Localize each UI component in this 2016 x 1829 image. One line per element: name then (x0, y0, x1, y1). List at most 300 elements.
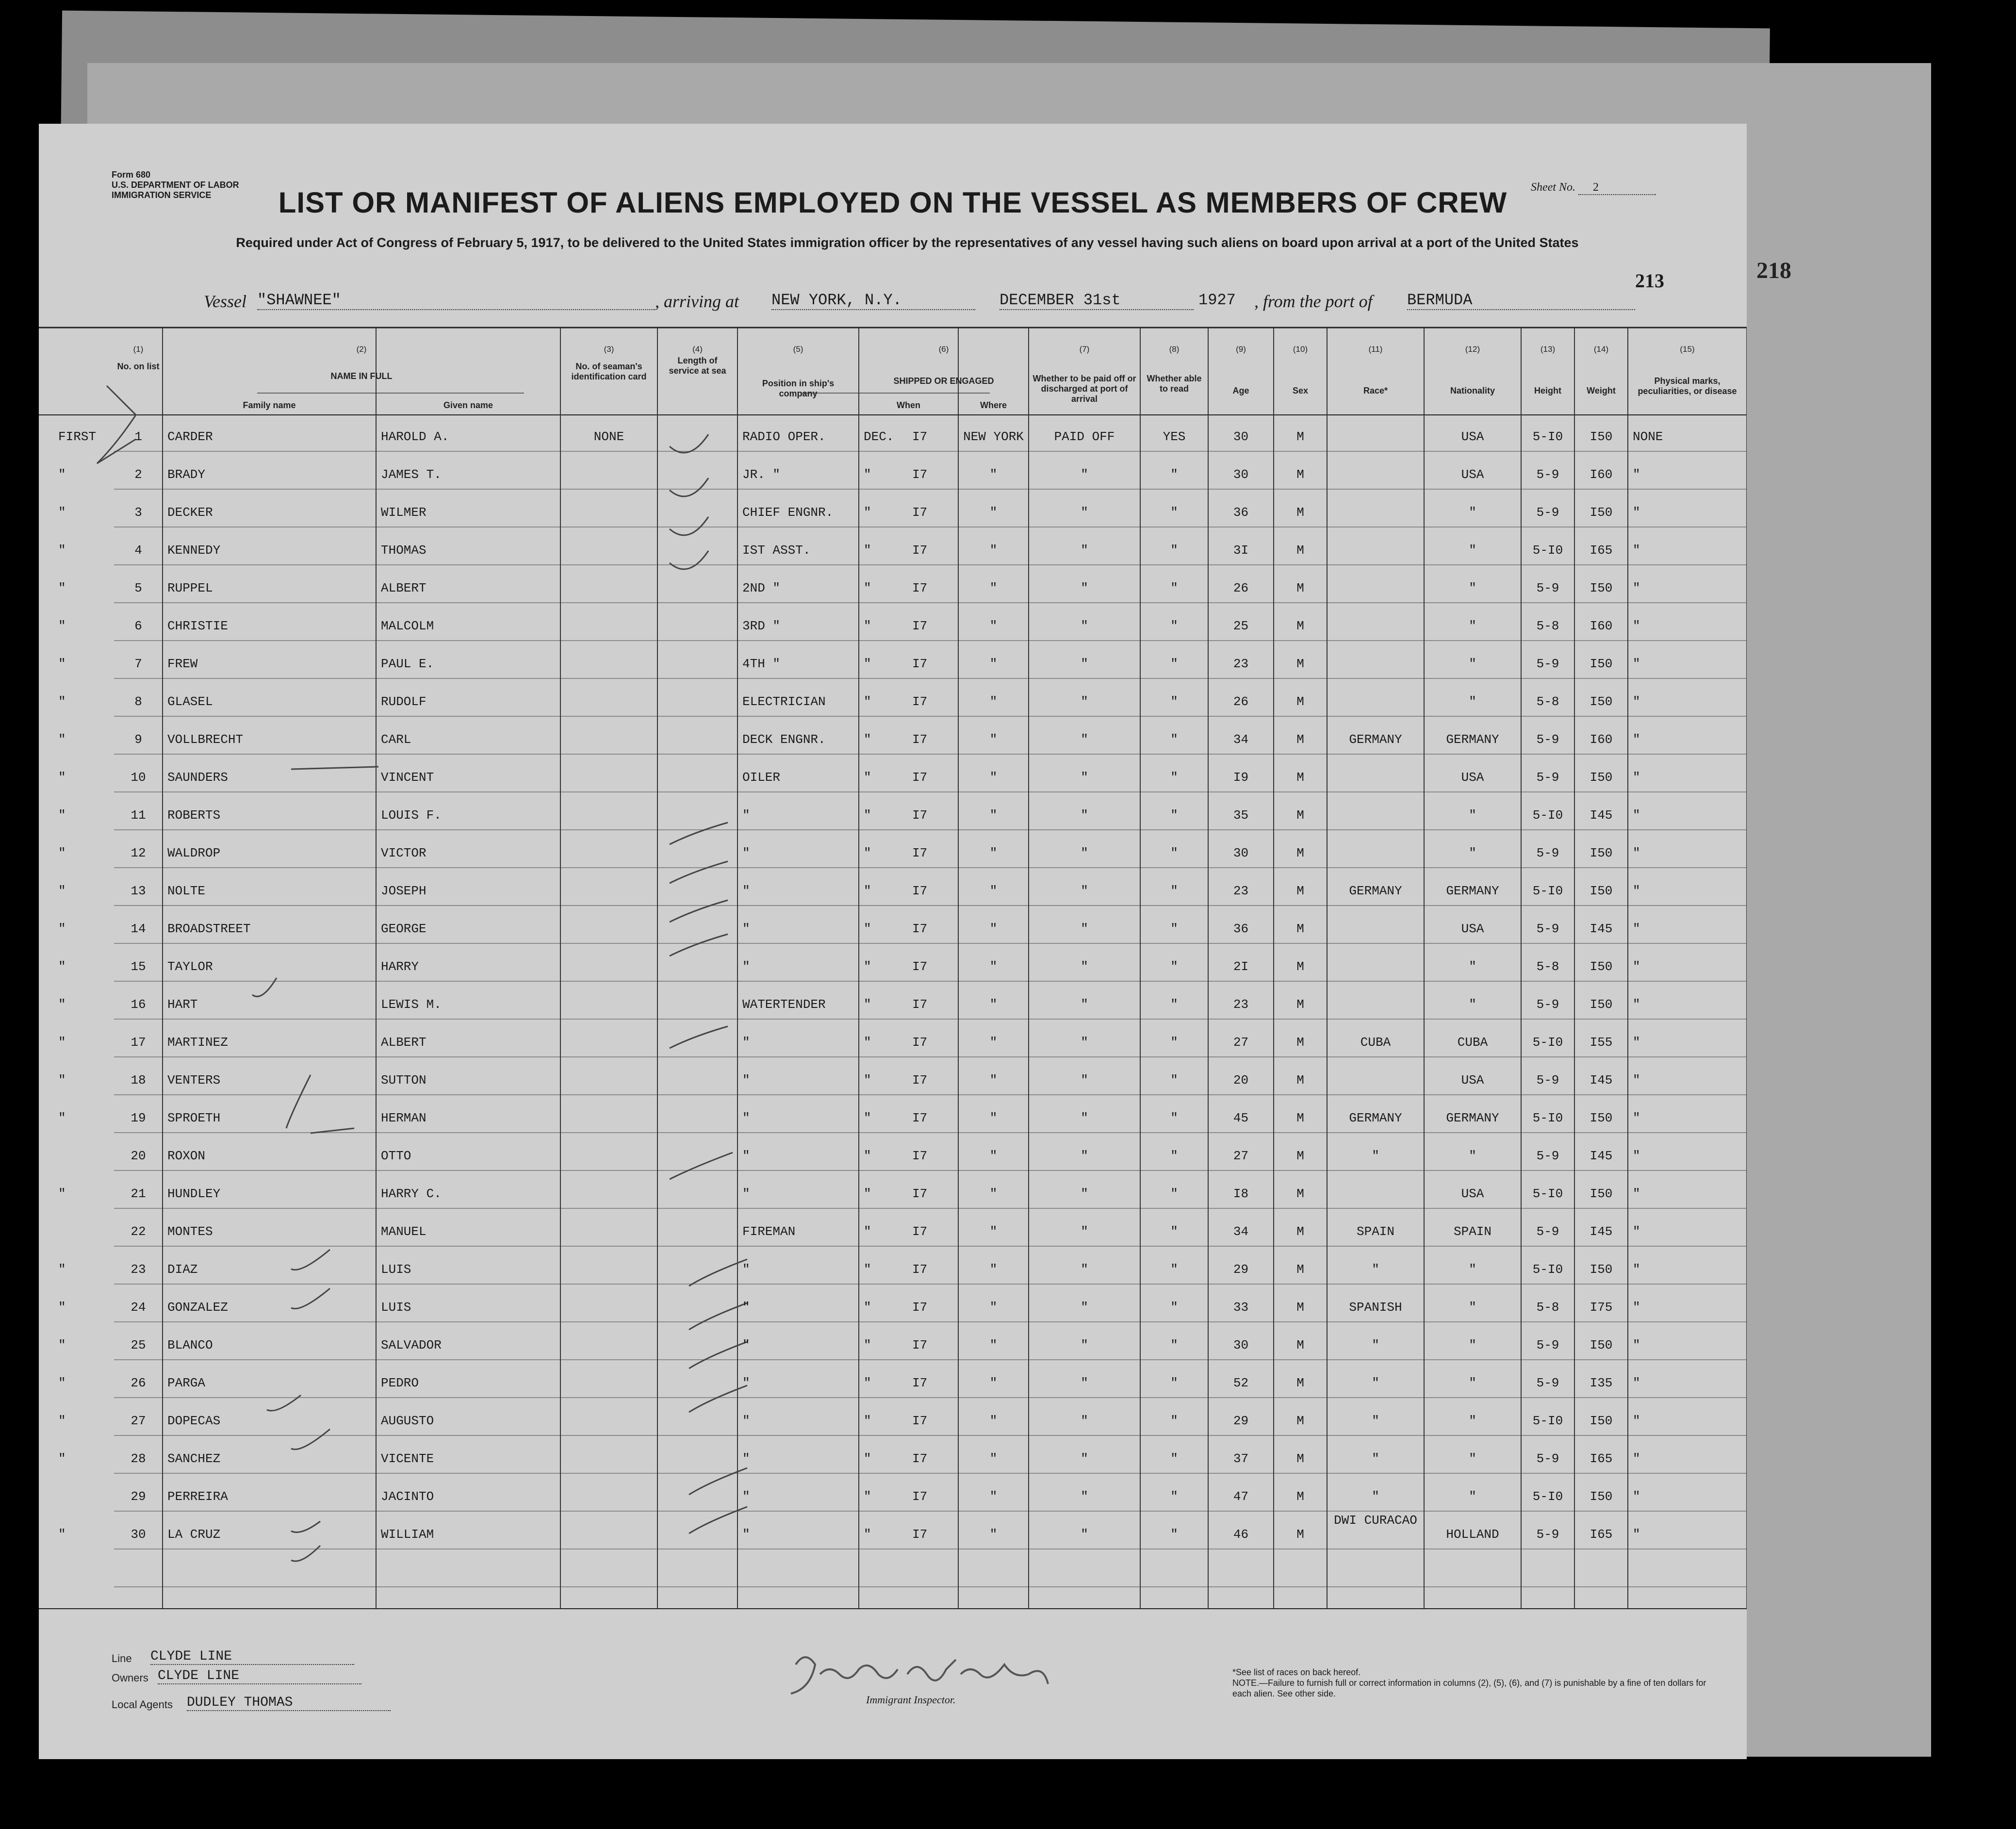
family-name: HART (167, 997, 198, 1012)
weight: I50 (1590, 1338, 1613, 1352)
height: 5-9 (1536, 732, 1559, 747)
able-to-read: " (1170, 884, 1178, 898)
from-label: , from the port of (1254, 292, 1373, 311)
height: 5-I0 (1532, 1262, 1563, 1277)
table-row (39, 1219, 1747, 1257)
physical-marks: " (1633, 1035, 1640, 1050)
age: 46 (1233, 1527, 1249, 1542)
height: 5-I0 (1532, 1414, 1563, 1428)
when-month: " (864, 1035, 871, 1050)
where: " (989, 1224, 998, 1239)
given-name: LUIS (381, 1262, 411, 1277)
height: 5-I0 (1532, 1111, 1563, 1125)
age: 23 (1233, 657, 1249, 671)
position: OILER (742, 770, 781, 785)
family-name: RUPPEL (167, 581, 213, 595)
when-day: I7 (912, 1224, 928, 1239)
nationality: USA (1461, 770, 1484, 785)
table-row (39, 652, 1747, 690)
age: 30 (1233, 1338, 1249, 1352)
physical-marks: " (1633, 657, 1640, 671)
nationality: " (1469, 1149, 1476, 1163)
when-day: I7 (912, 1300, 928, 1315)
age: 29 (1233, 1414, 1249, 1428)
table-row (39, 576, 1747, 614)
header-able-to-read: Whether able to read (1147, 374, 1202, 394)
paid-off: " (1081, 1111, 1088, 1125)
when-month: " (864, 1262, 871, 1277)
sex: M (1296, 732, 1304, 747)
table-row (39, 1409, 1747, 1447)
weight: I60 (1590, 732, 1613, 747)
height: 5-I0 (1532, 1186, 1563, 1201)
table-row (39, 1447, 1747, 1484)
where: " (989, 657, 998, 671)
nationality: " (1469, 505, 1476, 520)
given-name: LOUIS F. (381, 808, 442, 823)
table-row (39, 690, 1747, 727)
where: " (989, 1149, 998, 1163)
physical-marks: " (1633, 505, 1640, 520)
when-day: I7 (912, 1186, 928, 1201)
header-where: Where (980, 400, 1007, 410)
physical-marks: " (1633, 1262, 1640, 1277)
able-to-read: " (1170, 1186, 1178, 1201)
race: " (1372, 1451, 1379, 1466)
nationality: USA (1461, 467, 1484, 482)
race: CUBA (1360, 1035, 1391, 1050)
where: " (989, 1035, 998, 1050)
when-day: I7 (912, 1527, 928, 1542)
when-month: " (864, 657, 871, 671)
family-name: SPROETH (167, 1111, 221, 1125)
table-row (39, 1068, 1747, 1106)
col-number-14: (14) (1593, 345, 1609, 354)
sex: M (1296, 467, 1304, 482)
able-to-read: " (1170, 1224, 1178, 1239)
when-day: I7 (912, 1035, 928, 1050)
age: 25 (1233, 619, 1249, 633)
header-weight: Weight (1587, 386, 1616, 395)
position: " (742, 1186, 750, 1201)
able-to-read: " (1170, 732, 1178, 747)
col-number-13: (13) (1540, 345, 1556, 354)
sex: M (1296, 1073, 1304, 1088)
physical-marks: " (1633, 1489, 1640, 1504)
where: " (989, 1527, 998, 1542)
physical-marks: " (1633, 1224, 1640, 1239)
physical-marks: " (1633, 1376, 1640, 1390)
age: 23 (1233, 884, 1249, 898)
height: 5-9 (1536, 505, 1559, 520)
where: " (989, 808, 998, 823)
row-number: 22 (131, 1224, 146, 1239)
table-row (39, 1484, 1747, 1522)
able-to-read: " (1170, 1035, 1178, 1050)
physical-marks: " (1633, 543, 1640, 558)
sex: M (1296, 922, 1304, 936)
age: 36 (1233, 922, 1249, 936)
row-number: 3 (134, 505, 142, 520)
given-name: MANUEL (381, 1224, 426, 1239)
age: 3I (1233, 543, 1249, 558)
physical-marks: " (1633, 619, 1640, 633)
header-nationality: Nationality (1450, 386, 1495, 395)
sex: M (1296, 1338, 1304, 1352)
list-margin-mark: " (58, 1451, 66, 1466)
position: " (742, 1073, 750, 1088)
nationality: " (1469, 808, 1476, 823)
when-month: " (864, 1527, 871, 1542)
position: ELECTRICIAN (742, 694, 826, 709)
list-margin-mark: " (58, 884, 66, 898)
table-row (39, 1371, 1747, 1409)
table-row (39, 1106, 1747, 1144)
family-name: MONTES (167, 1224, 213, 1239)
table-row (39, 1333, 1747, 1371)
nationality: USA (1461, 429, 1484, 444)
sex: M (1296, 997, 1304, 1012)
row-number: 15 (131, 959, 146, 974)
paid-off: " (1081, 694, 1088, 709)
list-margin-mark: " (58, 581, 66, 595)
when-day: I7 (912, 543, 928, 558)
list-margin-mark: " (58, 694, 66, 709)
weight: I45 (1590, 1073, 1613, 1088)
nationality: GERMANY (1446, 1111, 1499, 1125)
page-subtitle: Required under Act of Congress of February 5, 1917, to be delivered to the United States immigration officer by the representatives of any vessel having such aliens on board upon arrival at a port of the United States (236, 235, 1579, 250)
department: U.S. DEPARTMENT OF LABOR (112, 180, 239, 190)
weight: I65 (1590, 543, 1613, 558)
manifest-page (39, 124, 1747, 1759)
able-to-read: YES (1163, 429, 1186, 444)
physical-marks: " (1633, 1527, 1640, 1542)
family-name: DIAZ (167, 1262, 198, 1277)
table-row (39, 462, 1747, 500)
able-to-read: " (1170, 1414, 1178, 1428)
given-name: AUGUSTO (381, 1414, 434, 1428)
paid-off: " (1081, 884, 1088, 898)
sex: M (1296, 1451, 1304, 1466)
nationality: " (1469, 619, 1476, 633)
family-name: VOLLBRECHT (167, 732, 244, 747)
row-number: 17 (131, 1035, 146, 1050)
list-margin-mark: " (58, 732, 66, 747)
table-row (39, 765, 1747, 803)
header-sex: Sex (1292, 386, 1309, 395)
back-sheet-number: 218 (1756, 258, 1791, 283)
row-number: 20 (131, 1149, 146, 1163)
paid-off: " (1081, 1149, 1088, 1163)
family-name: FREW (167, 657, 198, 671)
age: 29 (1233, 1262, 1249, 1277)
sheet-number-label: Sheet No. (1531, 181, 1575, 194)
when-day: I7 (912, 581, 928, 595)
age: 47 (1233, 1489, 1249, 1504)
family-name: GONZALEZ (167, 1300, 228, 1315)
given-name: PAUL E. (381, 657, 434, 671)
where: " (989, 543, 998, 558)
given-name: SUTTON (381, 1073, 426, 1088)
family-name: PARGA (167, 1376, 206, 1390)
physical-marks: " (1633, 1300, 1640, 1315)
table-row (39, 1257, 1747, 1295)
height: 5-9 (1536, 657, 1559, 671)
row-number: 30 (131, 1527, 146, 1542)
where: " (989, 1414, 998, 1428)
when-day: I7 (912, 732, 928, 747)
list-margin-mark: " (58, 922, 66, 936)
where: " (989, 1451, 998, 1466)
able-to-read: " (1170, 1451, 1178, 1466)
when-month: " (864, 1451, 871, 1466)
row-number: 12 (131, 846, 146, 860)
position: FIREMAN (742, 1224, 796, 1239)
position: " (742, 884, 750, 898)
sex: M (1296, 1262, 1304, 1277)
row-number: 27 (131, 1414, 146, 1428)
row-number: 13 (131, 884, 146, 898)
list-margin-mark: " (58, 1035, 66, 1050)
nationality: " (1469, 581, 1476, 595)
where: " (989, 846, 998, 860)
family-name: PERREIRA (167, 1489, 228, 1504)
family-name: LA CRUZ (167, 1527, 221, 1542)
able-to-read: " (1170, 1111, 1178, 1125)
able-to-read: " (1170, 657, 1178, 671)
list-margin-mark: " (58, 505, 66, 520)
list-margin-mark: " (58, 1414, 66, 1428)
paid-off: " (1081, 1414, 1088, 1428)
arriving-label: , arriving at (655, 292, 739, 311)
row-number: 14 (131, 922, 146, 936)
paid-off: " (1081, 1489, 1088, 1504)
footer-note (1232, 1667, 1727, 1699)
when-month: DEC. (864, 429, 894, 444)
where: " (989, 732, 998, 747)
sex: M (1296, 505, 1304, 520)
able-to-read: " (1170, 922, 1178, 936)
able-to-read: " (1170, 770, 1178, 785)
weight: I50 (1590, 1262, 1613, 1277)
nationality: " (1469, 1414, 1476, 1428)
departure-port: BERMUDA (1407, 291, 1635, 310)
col-number-9: (9) (1236, 345, 1246, 354)
inspector-label: Immigrant Inspector. (866, 1694, 956, 1706)
row-number: 21 (131, 1186, 146, 1201)
when-month: " (864, 1149, 871, 1163)
when-month: " (864, 1186, 871, 1201)
list-margin-mark: " (58, 543, 66, 558)
weight: I35 (1590, 1376, 1613, 1390)
position: " (742, 1414, 750, 1428)
row-number: 8 (134, 694, 142, 709)
given-name: HARRY (381, 959, 419, 974)
age: 30 (1233, 467, 1249, 482)
position: " (742, 808, 750, 823)
sex: M (1296, 619, 1304, 633)
family-name: GLASEL (167, 694, 213, 709)
weight: I60 (1590, 619, 1613, 633)
when-month: " (864, 959, 871, 974)
col-number-10: (10) (1293, 345, 1308, 354)
height: 5-9 (1536, 770, 1559, 785)
paid-off: " (1081, 1338, 1088, 1352)
row-number: 29 (131, 1489, 146, 1504)
table-row (39, 803, 1747, 841)
able-to-read: " (1170, 467, 1178, 482)
list-margin-mark: " (58, 1527, 66, 1542)
age: 20 (1233, 1073, 1249, 1088)
when-month: " (864, 619, 871, 633)
age: 23 (1233, 997, 1249, 1012)
when-day: I7 (912, 1073, 928, 1088)
given-name: MALCOLM (381, 619, 434, 633)
header-height: Height (1534, 386, 1561, 395)
nationality: " (1469, 1300, 1476, 1315)
service: IMMIGRATION SERVICE (112, 190, 212, 200)
header-physical-marks: Physical marks, peculiarities, or disease (1638, 376, 1737, 396)
family-name: BRADY (167, 467, 206, 482)
when-month: " (864, 467, 871, 482)
weight: I60 (1590, 467, 1613, 482)
race: " (1372, 1489, 1379, 1504)
physical-marks: " (1633, 1414, 1640, 1428)
given-name: JAMES T. (381, 467, 442, 482)
paid-off: " (1081, 1300, 1088, 1315)
height: 5-9 (1536, 467, 1559, 482)
header-name-in-full: NAME IN FULL (330, 371, 393, 381)
age: 33 (1233, 1300, 1249, 1315)
when-day: I7 (912, 1149, 928, 1163)
sex: M (1296, 694, 1304, 709)
when-month: " (864, 922, 871, 936)
nationality: " (1469, 694, 1476, 709)
able-to-read: " (1170, 619, 1178, 633)
when-month: " (864, 1414, 871, 1428)
list-margin-mark: " (58, 1300, 66, 1315)
height: 5-8 (1536, 694, 1559, 709)
when-day: I7 (912, 997, 928, 1012)
nationality: GERMANY (1446, 732, 1499, 747)
when-day: I7 (912, 1414, 928, 1428)
when-day: I7 (912, 619, 928, 633)
height: 5-9 (1536, 922, 1559, 936)
age: 27 (1233, 1035, 1249, 1050)
form-number: Form 680 (112, 170, 151, 180)
able-to-read: " (1170, 959, 1178, 974)
arriving-port: NEW YORK, N.Y. (771, 291, 975, 310)
paid-off: " (1081, 1073, 1088, 1088)
position: 2ND " (742, 581, 781, 595)
when-day: I7 (912, 808, 928, 823)
weight: I50 (1590, 846, 1613, 860)
paid-off: " (1081, 846, 1088, 860)
paid-off: PAID OFF (1054, 429, 1115, 444)
age: 37 (1233, 1451, 1249, 1466)
when-month: " (864, 884, 871, 898)
where: " (989, 884, 998, 898)
position: " (742, 846, 750, 860)
given-name: GEORGE (381, 922, 426, 936)
race: SPANISH (1349, 1300, 1402, 1315)
race: " (1372, 1376, 1379, 1390)
when-day: I7 (912, 1338, 928, 1352)
col-number-7: (7) (1079, 345, 1090, 354)
nationality: USA (1461, 1073, 1484, 1088)
when-day: I7 (912, 467, 928, 482)
owners-label: Owners (112, 1672, 148, 1684)
list-margin-mark: " (58, 1186, 66, 1201)
position: DECK ENGNR. (742, 732, 826, 747)
nationality: " (1469, 846, 1476, 860)
physical-marks: " (1633, 959, 1640, 974)
where: " (989, 581, 998, 595)
paid-off: " (1081, 505, 1088, 520)
row-number: 19 (131, 1111, 146, 1125)
row-number: 18 (131, 1073, 146, 1088)
nationality: HOLLAND (1446, 1527, 1499, 1542)
family-name: HUNDLEY (167, 1186, 221, 1201)
list-margin-mark: " (58, 1073, 66, 1088)
position: " (742, 1451, 750, 1466)
col-number-5: (5) (793, 345, 803, 354)
list-margin-mark: " (58, 657, 66, 671)
physical-marks: " (1633, 1451, 1640, 1466)
where: " (989, 1489, 998, 1504)
where: " (989, 1376, 998, 1390)
table-row (39, 500, 1747, 538)
weight: I65 (1590, 1451, 1613, 1466)
age: 35 (1233, 808, 1249, 823)
position: " (742, 1262, 750, 1277)
weight: I50 (1590, 770, 1613, 785)
weight: I50 (1590, 657, 1613, 671)
sex: M (1296, 846, 1304, 860)
physical-marks: " (1633, 1111, 1640, 1125)
height: 5-I0 (1532, 1489, 1563, 1504)
family-name: ROXON (167, 1149, 206, 1163)
age: 45 (1233, 1111, 1249, 1125)
able-to-read: " (1170, 1300, 1178, 1315)
sex: M (1296, 1149, 1304, 1163)
sex: M (1296, 1527, 1304, 1542)
position: RADIO OPER. (742, 429, 826, 444)
when-day: I7 (912, 429, 928, 444)
sex: M (1296, 808, 1304, 823)
when-day: I7 (912, 846, 928, 860)
when-month: " (864, 543, 871, 558)
where: NEW YORK (963, 429, 1024, 444)
weight: I50 (1590, 997, 1613, 1012)
table-row (39, 917, 1747, 955)
table-row (39, 841, 1747, 879)
height: 5-9 (1536, 997, 1559, 1012)
header-when: When (897, 400, 920, 410)
when-month: " (864, 808, 871, 823)
list-margin-mark: " (58, 997, 66, 1012)
when-month: " (864, 1073, 871, 1088)
family-name: VENTERS (167, 1073, 221, 1088)
position: " (742, 1035, 750, 1050)
able-to-read: " (1170, 808, 1178, 823)
race: " (1372, 1149, 1379, 1163)
where: " (989, 922, 998, 936)
table-row (39, 614, 1747, 652)
nationality: " (1469, 1451, 1476, 1466)
table-row (39, 538, 1747, 576)
sex: M (1296, 581, 1304, 595)
